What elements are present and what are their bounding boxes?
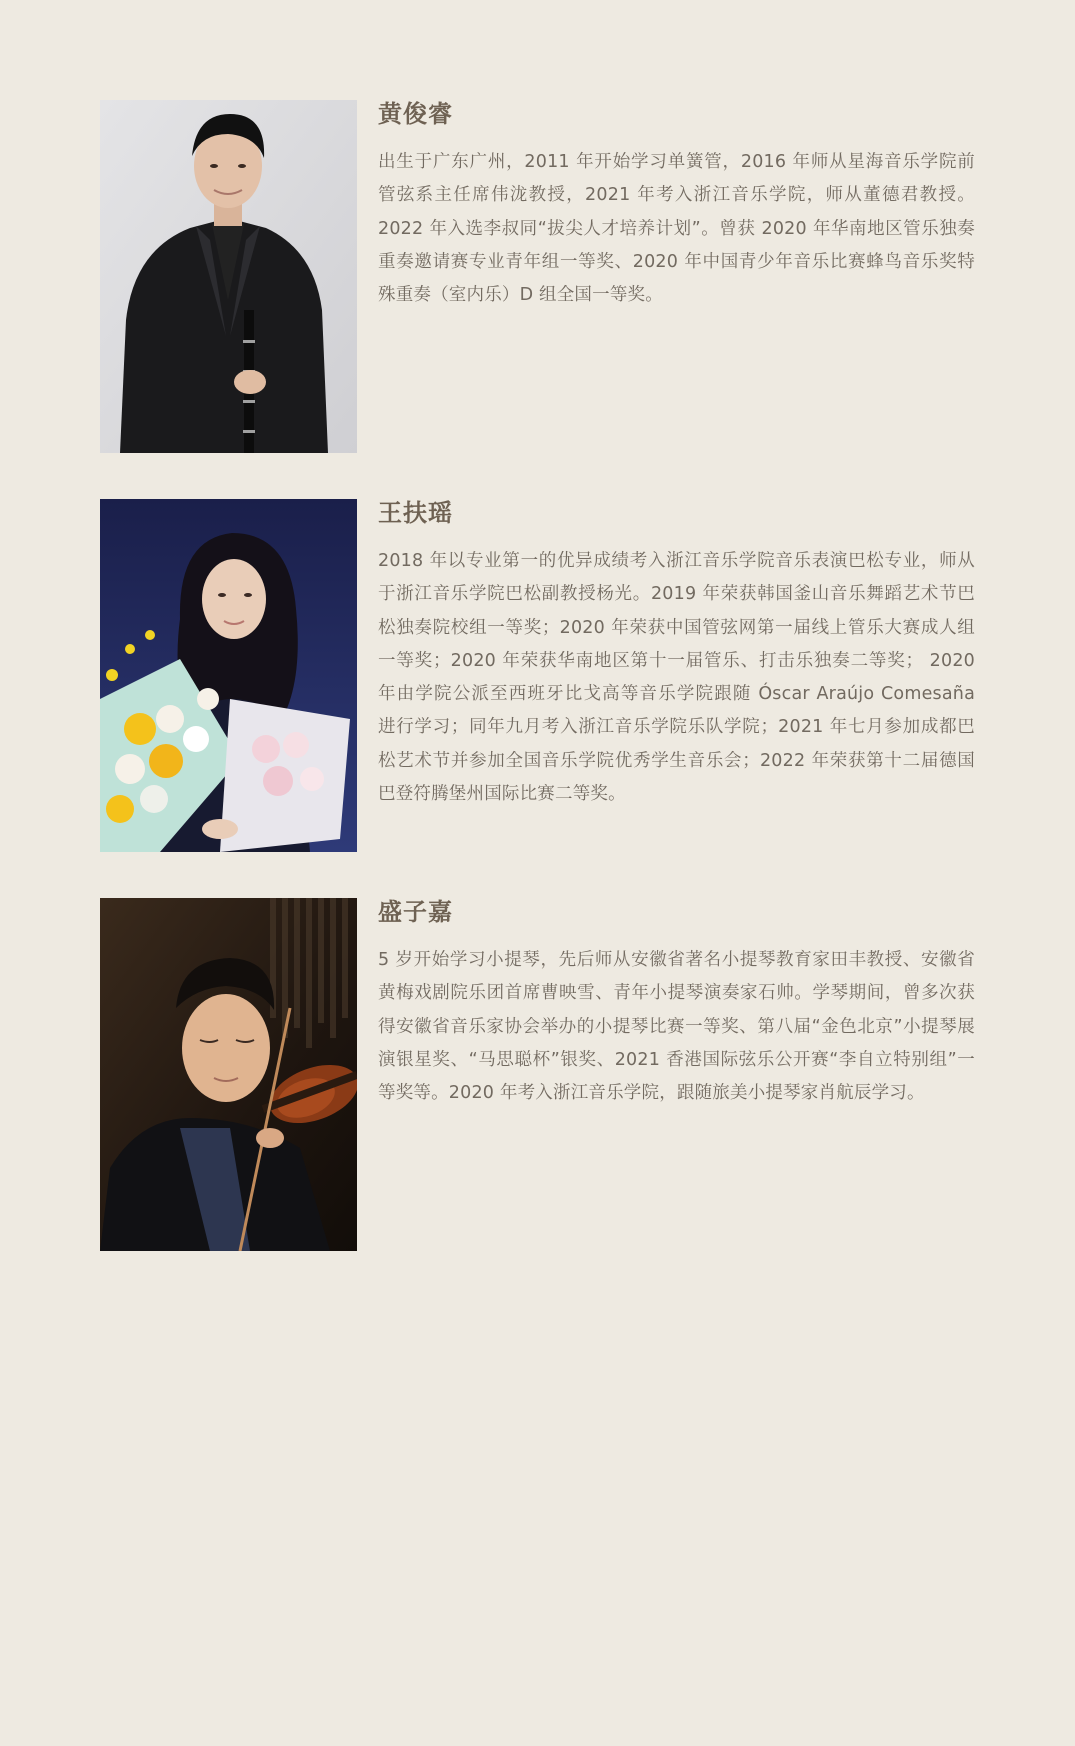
- portrait-violinist-photo: [100, 898, 357, 1251]
- musician-name: 王扶瑶: [378, 498, 453, 527]
- portrait-clarinetist-photo: [100, 100, 357, 453]
- musician-card: [100, 898, 975, 1251]
- musician-text: [378, 898, 975, 1110]
- musician-text: [378, 499, 975, 811]
- musician-bio: 2018 年以专业第一的优异成绩考入浙江音乐学院音乐表演巴松专业，师从于浙江音乐学院巴松副教授杨光。2019 年荣获韩国釜山音乐舞蹈艺术节巴松独奏院校组一等奖；2020 年荣获中国管弦网第一届线上管乐大赛成人组一等奖；2020 年荣获华南地区第十一届管乐、打击乐独奏二等奖； 2020 年由学院公派至西班牙比戈高等音乐学院跟随 Óscar Araújo Comesaña 进行学习；同年九月考入浙江音乐学院乐队学院；2021 年七月参加成都巴松艺术节并参加全国音乐学院优秀学生音乐会；2022 年荣获第十二届德国巴登符腾堡州国际比赛二等奖。: [378, 551, 975, 805]
- musician-card: [100, 499, 975, 852]
- musician-name: 黄俊睿: [378, 99, 453, 128]
- musician-card: [100, 100, 975, 453]
- musician-text: [378, 100, 975, 312]
- portrait-bassoonist-with-flowers-photo: [100, 499, 357, 852]
- musician-name: 盛子嘉: [378, 897, 453, 926]
- musician-bio: 5 岁开始学习小提琴，先后师从安徽省著名小提琴教育家田丰教授、安徽省黄梅戏剧院乐团首席曹映雪、青年小提琴演奏家石帅。学琴期间，曾多次获得安徽省音乐家协会举办的小提琴比赛一等奖、第八届“金色北京”小提琴展演银星奖、“马思聪杯”银奖、2021 香港国际弦乐公开赛“李自立特别组”一等奖等。2020 年考入浙江音乐学院，跟随旅美小提琴家肖航辰学习。: [378, 950, 975, 1104]
- musician-bio: 出生于广东广州，2011 年开始学习单簧管，2016 年师从星海音乐学院前管弦系主任席伟泷教授，2021 年考入浙江音乐学院，师从董德君教授。2022 年入选李叔同“拔尖人才培养计划”。曾获 2020 年华南地区管乐独奏重奏邀请赛专业青年组一等奖、2020 年中国青少年音乐比赛蜂鸟音乐奖特殊重奏（室内乐）D 组全国一等奖。: [378, 152, 975, 306]
